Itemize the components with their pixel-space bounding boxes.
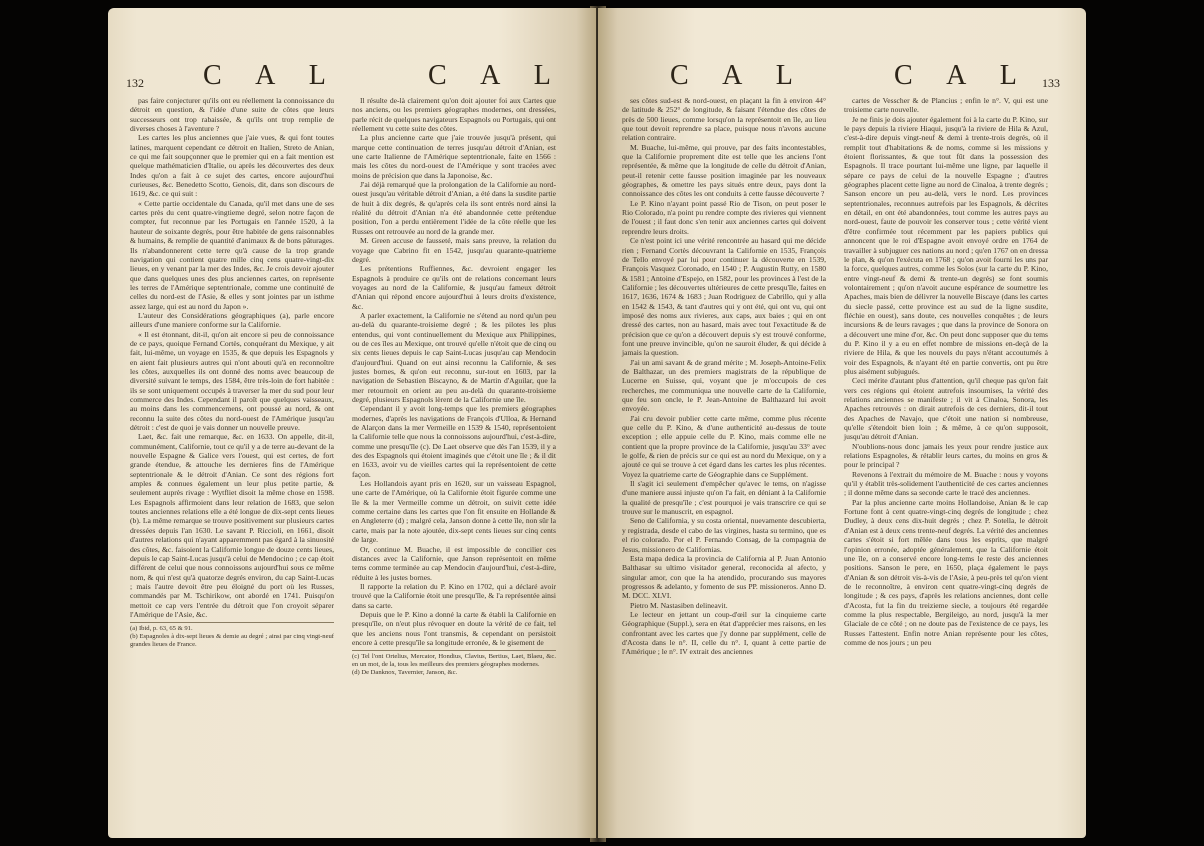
paragraph: Il s'agit ici seulement d'empêcher qu'avec le tems, on n'agisse d'une maniere aussi injuste qu'on l'a fait, en déniant à la Californie la qualité de presqu'île ; c'est pourquoi je vais transcrire ce qui se trouve sur le manuscrit, en espagnol. [622,479,826,517]
paragraph: L'auteur des Considérations géographiques (a), parle encore ailleurs d'une maniere conforme sur la Californie. [130,310,334,330]
footnote: (a) Ibid, p. 63, 65 & 91. [130,625,193,633]
paragraph: cartes de Vesscher & de Plancius ; enfin le n°. V, qui est une troisieme carte nouvelle. [844,96,1048,115]
left-column-1 [130,96,334,649]
right-column-2 [844,96,1048,647]
paragraph: Les cartes les plus anciennes que j'aie vues, & qui font toutes latines, marquent cependant ce détroit en Italien, Streto de Anian, ce qui me fait soupçonner que le premier qui en a fait mention est quelque mathématicien d'Italie, ou après les découvertes des deux Indes qu'on a fait à ce sujet des cartes, encore aujourd'hui curieuses, &c. Benedetto Scotto, Genois, dit, dans son discours de 1619, &c. ce qui suit : [130,133,334,199]
footnote: (c) Tel l'ont Ortelius, Mercator, Hondius, Clavius, Bertius, Laet, Blaeu, &c. en un mot, de la, tous les meilleurs des premiers géographes modernes. [352,653,556,669]
footnotes [352,650,556,677]
paragraph: Depuis que le P. Kino a donné la carte & établi la Californie en presqu'île, on n'eut plus révoquer en doute la vérité de ce fait, tel que les anciens nous l'ont transmis, & cependant on persistoit encore à cette presqu'île sa longitude erronée, & le gisement de [352,609,556,647]
right-running-head-2: C A L [894,60,1031,91]
paragraph: Laet, &c. fait une remarque, &c. en 1633. On appelle, dit-il, communément, Californie, tout ce qu'il y a de terre au-devant de la nouvelle Espagne & Galice vers l'ouest, qui est certes, de fort grande étendue, & attouche les dernieres fins de l'Amérique septentrionale & le détroit d'Anian. Ce sont des régions fort amples & connues également un leur plus petite partie, & seulement auprès rivage : Wytfliet disoit la même chose en 1598. Les Espagnols affirmoient dans leur relation de 1683, que selon toutes anciennes relations elle a été longue de dix-sept cents lieues (b). La même remarque se trouve positivement sur plusieurs cartes dressées depuis l'an 1630. Le savant P. Riccioli, en 1661, disoit d'autres relations qui n'ayant apparemment pas égard à la sinuosité des côtes, &c. faisoient la Californie longue de douze cents lieues, depuis le cap Saint-Lucas jusqu'à celui de Mendocino ; ce cap étoit différent de celui que nous connoissons aujourd'hui sous ce même nom, & qui n'est qu'à quatorze degrés environ, du cap Saint-Lucas ; mais l'autre devoit être peu éloigné du port où les Russes, commandés par M. Tschirikow, ont abordé en 1741. Puisqu'on mettoit ce cap vers l'entrée du détroit que l'on croyoit séparer l'Amérique de l'Asie, &c. [130,432,334,619]
paragraph: Pietro M. Nastasiben delineavit. [630,600,728,610]
paragraph: Il rapporte la relation du P. Kino en 1702, qui a déclaré avoir trouvé que la Californie étoit une presqu'île, & l'a représentée ainsi dans sa carte. [352,581,556,610]
paragraph: Par la plus ancienne carte moins Hollandoise, Anian & le cap Fortune font à cent quatre-vingt-cinq degrés de longitude ; chez Dudley, à deux cens dix-huit degrés ; chez P. Sotella, le détroit d'Anian est à deux cens trente-neuf degrés. La vérité des anciennes cartes s'étoit si fort mêlée dans tous les esprits, que malgré l'opinion erronée, adoptée généralement, que la Californie étoit une île, on a conservé encore long-tems le reste des anciennes positions. Sanson le pere, en 1650, plaça également le pays d'Anian & son détroit vis-à-vis de l'Asie, à peu-près tel qu'on vient de le reconnoître, à environ cent quatre-vingt-cinq degrés de longitude ; & ces pays, d'après les relations anciennes, dont celle d'Acosta, fut la fin du treizieme siecle, a toujours été regardée comme la plus respectable, Bergileigo, au nord, jusqu'à la mer Glaciale de ce côté ; on ne doute pas de l'existence de ce pays, les Russes l'attestent. Enfin notre Anian représente pour les côtes, comme de nos jours ; un peu [844,497,1048,647]
paragraph: Les prétentions Ruffiennes, &c. devroient engager les Espagnols à produire ce qu'ils ont de relations concernant leurs voyages au nord de la Californie, & jusqu'au fameux détroit d'Anian qui répond encore aujourd'hui à leurs droits d'existence, &c. [352,264,556,311]
paragraph: La plus ancienne carte que j'aie trouvée jusqu'à présent, qui marque cette continuation de terres jusqu'au détroit d'Anian, est une carte Italienne de l'Amérique septentrionale, faite en 1566 : mais les côtes du nord-ouest de l'Amérique y sont tracées avec moins de précision que dans la Japonoise, &c. [352,133,556,180]
right-page-number: 133 [1042,76,1060,90]
left-running-head-1: C A L [203,60,340,91]
footnote: (b) Espagnoles à dix-sept lieues & demie au degré ; ainsi par cinq vingt-neuf grandes lieues de France. [130,633,334,649]
paragraph: J'ai déjà remarqué que la prolongation de la Californie au nord-ouest jusqu'au véritable détroit d'Anian, a été dans la susdite partie de huit à dix degrés, & qu'après cela ils sont entrés nord ainsi la réalité du détroit d'Anian n'a été abandonnée cette prétendue position, l'on a perdu entièrement l'idée de la côte réelle que les Russes ont retrouvée au nord de la grande mer. [352,180,556,236]
paragraph: Ce n'est point ici une vérité rencontrée au hasard qui me décide rien ; Fernand Cortès découvrant la Californie en 1535, François de Tello envoyé par lui pour continuer la découverte en 1539, François Vasquez Coronado, en 1540 ; P. Augustin Rutty, en 1580 & 1581 ; Antoine d'Espejo, en 1582, pour les provinces à l'est de la Californie ; les découvertes ultérieures de cette presqu'île, faites en 1617, 1636, 1674 & 1683 ; Juan Rodriguez de Cabrillo, qui y alla en 1542 & 1543, & tant d'autres qui y ont été, qui ont vu, qui ont imposé des noms aux rivieres, aux caps, aux baies ; qui en ont dressé des cartes, non au hasard, mais avec tout l'exactitude & de précision que ce qu'on a découvert depuis s'y est trouvé conforme, font une preuve invincible, qu'on ne sauroit éluder, & qui décide à jamais la question. [622,236,826,358]
paragraph: N'oublions-nous donc jamais les yeux pour rendre justice aux relations Espagnoles, & rétablir leurs cartes, du moins en gros & pour le principal ? [844,441,1048,470]
left-running-head-2: C A L [428,60,565,91]
paragraph: J'ai un ami savant & de grand mérite ; M. Joseph-Antoine-Felix de Balthazar, un des premiers magistrats de la république de Lucerne en Suisse, qui, voyant que je m'occupois de ces recherches, me communiqua une nouvelle carte de la Californie, que feu son oncle, le P. Jean-Antoine de Balthazard lui avoit envoyée. [622,357,826,414]
paragraph: Cependant il y avoit long-temps que les premiers géographes modernes, d'après les navigations de François d'Ulloa, & Hernand de Alarçon dans la mer Vermeille en 1539 & 1540, représentoient la Californie telle que nous la connoissons aujourd'hui, c'est-à-dire, comme une presqu'île (c). De Laet observe que dès l'an 1539, il y a des des Espagnols qui étoient imaginés que c'étoit une île ; & il dit en 1633, avoir vu de vieilles cartes qui la représentoient de cette façon. [352,404,556,479]
paragraph: Esta mapa dedica la provincia de California al P. Juan Antonio Balthasar su ultimo visitador general, reconocida al afecto, y singular amor, con que la ha atendido, procurando sus mayores progressos & adelanto, y fomento de sus PP. missioneros. Anno D. M. DCC. XLVI. [622,553,826,601]
paragraph: pas faire conjecturer qu'ils ont eu réellement la connoissance du détroit en question, & l'idée d'une suite de côtes que leurs successeurs ont trop rabaissée, & qu'ils ont trop remplie de diverses choses à l'aventure ? [130,96,334,134]
right-running-head-1: C A L [670,60,807,91]
paragraph: Le P. Kino n'ayant point passé Rio de Tison, on peut poser le Rio Colorado, n'a point pu rendre compte des rivieres qui viennent de l'ouest ; il faut donc s'en tenir aux anciennes cartes qui doivent reprendre leurs droits. [622,198,826,236]
left-column-2 [352,96,556,677]
paragraph: ses côtes sud-est & nord-ouest, en plaçant la fin à environ 44° de latitude & 252° de longitude, & faisant l'étendue des côtes de près de 500 lieues, comme lorsqu'on la représentoit en île, au lieu que tout devoit reprendre sa place, puisque nous n'avons aucune relation contraire. [622,96,826,143]
right-page [598,8,1086,838]
paragraph: A parler exactement, la Californie ne s'étend au nord qu'un peu au-delà du quarante-troisieme degré ; & les pilotes les plus entendus, qui vont continuellement du Mexique aux Philippines, ou de ces îles au Mexique, ont trouvé qu'elle n'étoit que de cinq ou six cents lieues depuis le cap Saint-Lucas jusqu'au cap Mendocin d'aujourd'hui. Quand on eut ainsi reconnu la Californie, & ses justes bornes, & qu'on eut reconnu, sur-tout en 1603, par la navigation de Sebastien Biscayno, & de Martin d'Aguilar, que la mer retournoit en orient au peu au-delà du quarante-troisieme degré, plusieurs Espagnols lèrent de la Californie une île. [352,310,556,404]
paragraph: Seno de California, y su costa oriental, nuevamente descubierta, y registrada, desde el cabo de las virgines, hasta su termino, que es el rio colorado. Por el P. Fernando Consag, de la compagnia de Jesus, missionero de Californias. [622,516,826,554]
paragraph: J'ai cru devoir publier cette carte même, comme plus récente que celle du P. Kino, & d'une authenticité au-dessus de toute exception ; elle appuie celle du P. Kino, mais comme elle ne contient que la propre province de la Californie, jusqu'au 33° avec le golfe, & rien de précis sur ce qui est au nord du Mexique, on y a ajouté ce qui se trouve à cet égard dans les cartes les plus récentes. Voyez la quatrieme carte de Géographie dans ce Supplément. [622,413,826,479]
footnotes [130,622,334,649]
footnote: (d) De Danknox, Tavernier, Janson, &c. [352,669,458,677]
paragraph: M. Green accuse de fausseté, mais sans preuve, la relation du voyage que Cabrino fit en 1542, jusqu'au quarante-quatrieme degré. [352,236,556,264]
paragraph: Le lecteur en jettant un coup-d'œil sur la cinquieme carte Géographique (Suppl.), sera en état d'apprécier mes raisons, en les confrontant avec les cartes que j'y donne par supplément, celle de d'Acosta dans le n°. II, celle du n°. I, quant à cette partie de l'Amérique ; le n°. IV extrait des anciennes [622,609,826,657]
paragraph: Or, continue M. Buache, il est impossible de concilier ces distances avec la Californie, que Janson représentoit en même tems comme terminée au cap Mendocin d'aujourd'hui, c'est-à-dire, réduite à les justes bornes. [352,544,556,582]
paragraph: Revenons à l'extrait du mémoire de M. Buache : nous y voyons qu'il y établit très-solidement l'authenticité de ces cartes anciennes ; il donne même dans sa seconde carte le tracé des anciennes. [844,469,1048,498]
paragraph: Il résulte de-là clairement qu'on doit ajouter foi aux Cartes que nos anciens, ou les premiers géographes modernes, ont dressées, parle récit de quelques navigateurs Espagnols ou Portugais, qui ont réellement vu cette suite des côtes. [352,96,556,134]
left-page [108,8,596,838]
paragraph: Ceci mérite d'autant plus d'attention, qu'il cheque pas qu'on fait vers ces régions qui étoient autrefois insoumises, la vérité des relations anciennes se manifeste ; il vit à Cinaloa, Sonora, les Apaches retrouvés : on dirait autrefois de ces derniers, dit-il tout des Apaches de Navajo, que c'étoit une nation si nombreuse, qu'elle s'étendoit bien loin ; & même, à ce qu'on supposoit, jusqu'au détroit d'Anian. [844,376,1048,442]
left-page-number: 132 [126,76,144,90]
right-column-1 [622,96,826,657]
paragraph: « Il est étonnant, dit-il, qu'on ait encore si peu de connoissance de ce pays, quoique Fernand Cortès, conquérant du Mexique, y ait fait, lui-même, un voyage en 1535, & que depuis les Espagnols y en aient fait plusieurs autres qui n'ont abouti qu'à en reconnoître les côtes, auxquelles ils ont donné des noms avec beaucoup de diversité suivant le temps, des 1584, être très-loin de fort habitée : ils se sont uniquement occupés à traverser la mer du sud pour leur commerce des Indes. Cependant il paroît que quelques vaisseaux, au moins dans les commencemens, ont poussé au nord, & ont reconnu la suite des côtes du nord-ouest de l'Amérique jusqu'au détroit : c'est de quoi je vais donner un nouvelle preuve. [130,329,334,433]
paragraph: Je ne finis je dois ajouter également foi à la carte du P. Kino, sur le pays depuis la riviere Hiaqui, jusqu'à la riviere de Hila & Azul, c'est-à-dire depuis vingt-neuf & demi à trente-trois degrés, où il remplit tout d'habitations & de noms, comme si les missions y étoient florissantes, & que tout fût dans la possession des Espagnols. Il trace pourtant lui-même une ligne, par laquelle il sépare ce pays de celui de la nouvelle Espagne ; d'autres géographes placent cette ligne au nord de Cinaloa, à trente degrés ; Sanson encore un peu au-delà, vers le nord. Les provinces septentrionales, reconnues autrefois par les Espagnols, & décrites en détail, en ont été abandonnées, tout comme les autres pays au nord-ouest, faute de pouvoir les conserver tous ; cette vérité vient d'être confirmée tout récemment par les papiers publics qui annoncent que le roi d'Espagne avoit envoyé ordre en 1764 de travailler à subjuguer ces nations au nord ; qu'en 1767 on en dressa le plan, & qu'on l'exécuta en 1768 ; qu'on avoit fourni les uns par la force, quelques autres, comme les Solos (sur la carte du P. Kino, entre vingt-neuf & demi & trente-un degrés) se font soumis volontairement ; qu'on n'avoit aucune espérance de soumettre les Apaches, mais bien de délivrer la nouvelle Biscaye (dans les cartes du siecle passé, cette province est au sud de la ligne susdite, fléchie en ouest), sans doute, ces nouvelles conquêtes ; de leurs incursions & de leurs ravages ; que dans la province de Sonora on a découvert une mine d'or, &c. On peut donc supposer que du tems du P. Kino il y a eu en effet nombre de missions en-deçà de la riviere de Hila, & que les nouvels du pays n'étant accoutumés à voir des Espagnols, & n'ayant été en partie convertis, ont pu être plus aisément subjugués. [844,114,1048,376]
paragraph: M. Buache, lui-même, qui prouve, par des faits incontestables, que la Californie proprement dite est telle que les anciens l'ont représentée, & même que la longitude de celle du détroit d'Anian, peut-il retenir cette fausse position imaginée par les nouveaux géographes, & omettre les pays situés entre deux, pays dont la connoissance des côtes les ont conduits à cette fausse découverte ? [622,142,826,199]
paragraph: Les Hollandois ayant pris en 1620, sur un vaisseau Espagnol, une carte de l'Amérique, où la Californie étoit figurée comme une île & la mer Vermeille comme un détroit, on suivit cette idée comme certaine dans les cartes que l'on fit ensuite en Hollande & en Angleterre (d) ; malgré cela, Janson donne à cette île, non sûr la carte, mais par la note ajoutée, dix-sept cents lieues sur cinq cents de large. [352,479,556,545]
paragraph: « Cette partie occidentale du Canada, qu'il met dans une de ses cartes près du cent quatre-vingtieme degré, selon notre façon de compter, fut reconnue par les Portugais en l'année 1520, à la hauteur de soixante degrés, pour être habitée de gens raisonnables & humains, & remplie de quantité d'animaux & de bons pâturages. Ils n'abandonnerent cette terre qu'à cause de la trop grande navigation qui contient quatre mille cinq cens quatre-vingt-dix lieues, en y venant par la mer des Indes, &c. Je crois devoir ajouter que dans quelques unes des plus anciennes cartes, on représente les terres de l'Amérique septentrionale, comme une continuité de celles du nord-est de l'Asie, & elles y sont jointes par un isthme assez large, qui est au nord du Japon ». [130,198,334,311]
